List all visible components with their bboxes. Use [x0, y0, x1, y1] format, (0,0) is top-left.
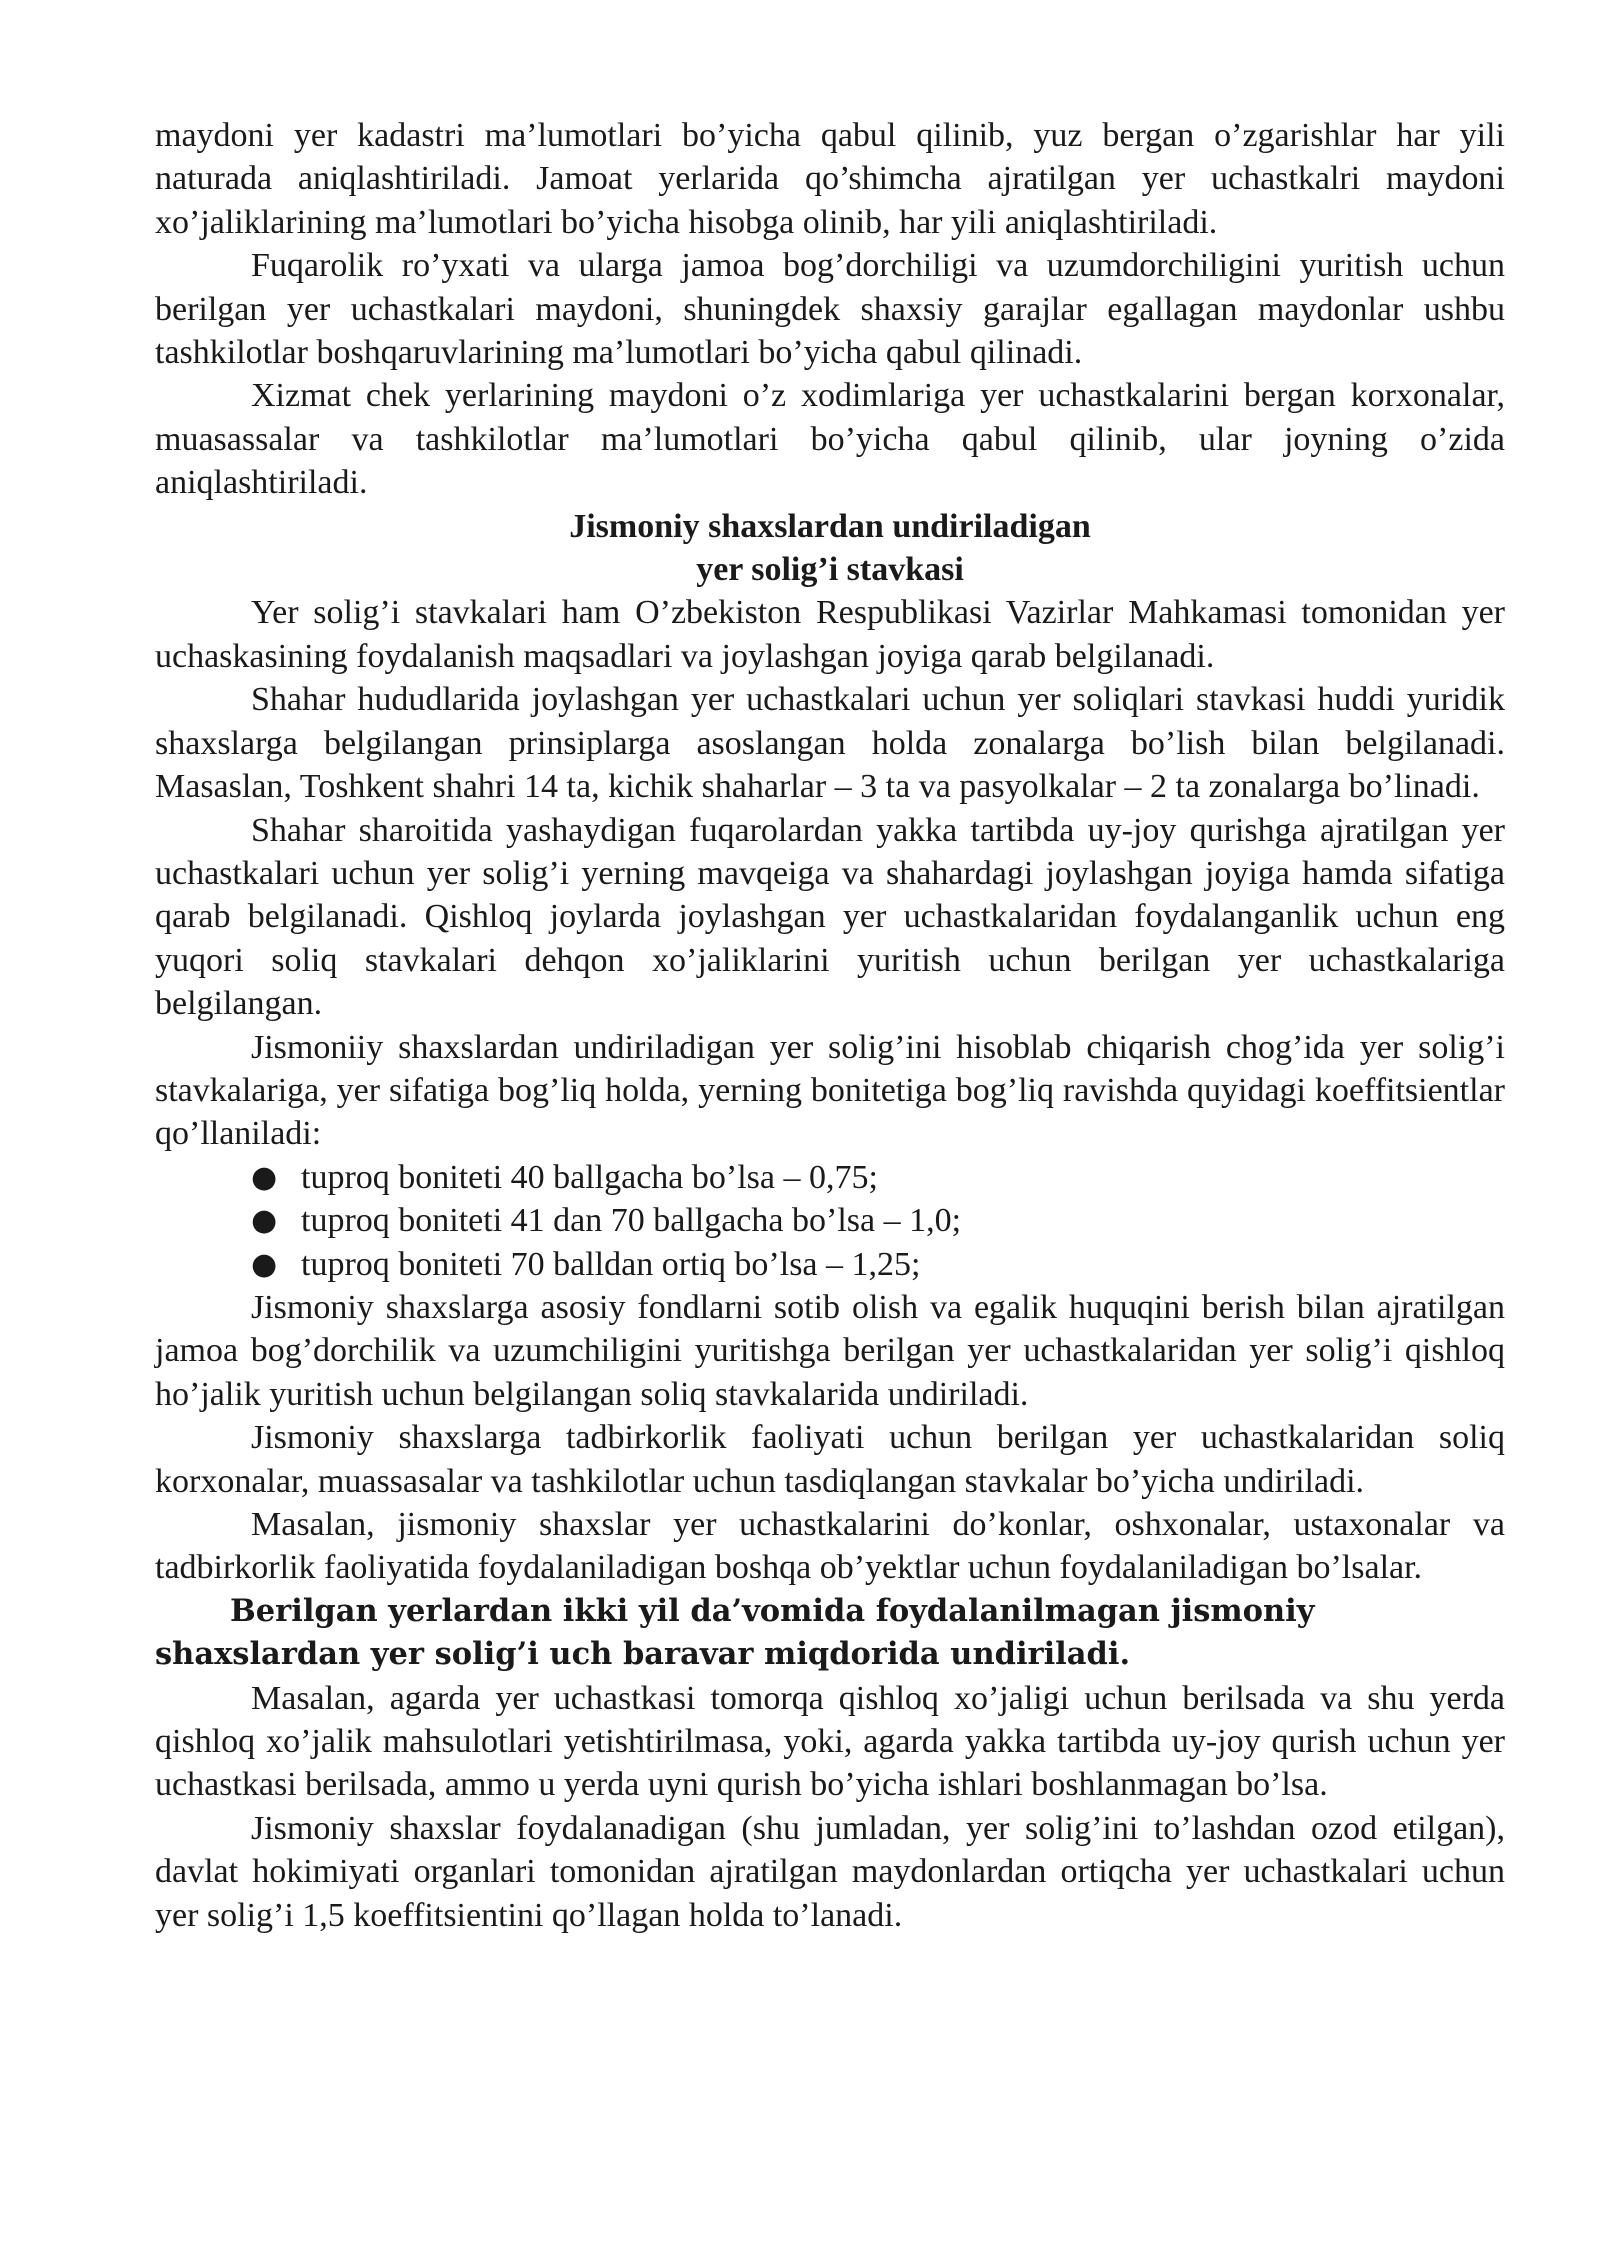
bullet-icon: ●: [251, 1246, 278, 1282]
paragraph: Jismoniy shaxslar foydalanadigan (shu jumladan, yer solig’ini to’lashdan ozod etilgan), davlat hokimiyati organlari tomonidan ajratilgan maydonlardan ortiqcha yer uchastkalari uchun yer solig’i 1,5 koeffitsientini qo’llagan holda to’lanadi.: [155, 1809, 1505, 1934]
list-item: [251, 1156, 1505, 1199]
bullet-icon: ●: [251, 1203, 278, 1239]
section-heading-line-2: yer solig’i stavkasi: [696, 551, 964, 589]
list-item-text: tuproq boniteti 70 balldan ortiq bo’lsa – 1,25;: [301, 1245, 921, 1283]
paragraph: Masalan, agarda yer uchastkasi tomorqa qishloq xo’jaligi uchun berilsada va shu yerda qishloq xo’jalik mahsulotlari yetishtirilmasa, yoki, agarda yakka tartibda uy-joy qurish uchun yer uchastkasi berilsada, ammo u yerda uyni qurish bo’yicha ishlari boshlanmagan bo’lsa.: [155, 1679, 1505, 1804]
section-heading-line-1: Jismoniy shaxslardan undiriladigan: [569, 507, 1091, 545]
paragraph: Fuqarolik ro’yxati va ularga jamoa bog’dorchiligi va uzumdorchiligini yuritish uchun berilgan yer uchastkalari maydoni, shuningdek shaxsiy garajlar egallagan maydonlar ushbu tashkilotlar boshqaruvlarining ma’lumotlari bo’yicha qabul qilinadi.: [155, 247, 1505, 372]
list-item-text: tuproq boniteti 40 ballgacha bo’lsa – 0,75;: [301, 1158, 878, 1196]
section-heading: [155, 505, 1505, 592]
paragraph: Yer solig’i stavkalari ham O’zbekiston Respublikasi Vazirlar Mahkamasi tomonidan yer uchaskasining foydalanish maqsadlari va joylashgan joyiga qarab belgilanadi.: [155, 594, 1505, 675]
paragraph: Xizmat chek yerlarining maydoni o’z xodimlariga yer uchastkalarini bergan korxonalar, muasassalar va tashkilotlar ma’lumotlari bo’yicha qabul qilinib, ular joyning o’zida aniqlashtiriladi.: [155, 377, 1505, 502]
paragraph: Jismoniy shaxslarga asosiy fondlarni sotib olish va egalik huquqini berish bilan ajratilgan jamoa bog’dorchilik va uzumchiligini yuritishga berilgan yer uchastkalaridan yer solig’i qishloq ho’jalik yuritish uchun belgilangan soliq stavkalarida undiriladi.: [155, 1288, 1505, 1413]
bold-note: [155, 1590, 1505, 1677]
bold-note-line-2: shaxslardan yer solig’i uch baravar miqdorida undiriladi.: [155, 1636, 1131, 1673]
bold-note-line-1: Berilgan yerlardan ikki yil da’vomida foydalanilmagan jismoniy: [230, 1592, 1315, 1629]
paragraph: Shahar sharoitida yashaydigan fuqarolardan yakka tartibda uy-joy qurishga ajratilgan yer uchastkalari uchun yer solig’i yerning mavqeiga va shahardagi joylashgan joyiga hamda sifatiga qarab belgilanadi. Qishloq joylarda joylashgan yer uchastkalaridan foydalanganlik uchun eng yuqori soliq stavkalari dehqon xo’jaliklarini yuritish uchun berilgan yer uchastkalariga belgilangan.: [155, 811, 1505, 1023]
paragraph: maydoni yer kadastri ma’lumotlari bo’yicha qabul qilinib, yuz bergan o’zgarishlar har yili naturada aniqlashtiriladi. Jamoat yerlarida qo’shimcha ajratilgan yer uchastkalri maydoni xo’jaliklarining ma’lumotlari bo’yicha hisobga olinib, har yili aniqlashtiriladi.: [155, 117, 1505, 241]
paragraph: Jismoniiy shaxslardan undiriladigan yer solig’ini hisoblab chiqarish chog’ida yer solig’i stavkalariga, yer sifatiga bog’liq holda, yerning bonitetiga bog’liq ravishda quyidagi koeffitsientlar qo’llaniladi:: [155, 1028, 1505, 1153]
list-item: [251, 1243, 1505, 1286]
paragraph: Masalan, jismoniy shaxslar yer uchastkalarini do’konlar, oshxonalar, ustaxonalar va tadbirkorlik faoliyatida foydalaniladigan boshqa ob’yektlar uchun foydalaniladigan bo’lsalar.: [155, 1506, 1505, 1587]
list-item-text: tuproq boniteti 41 dan 70 ballgacha bo’lsa – 1,0;: [301, 1202, 962, 1240]
document-page: [155, 114, 1505, 1937]
list-item: [251, 1199, 1505, 1242]
bullet-icon: ●: [251, 1159, 278, 1195]
coefficient-list: [155, 1156, 1505, 1286]
paragraph: Jismoniy shaxslarga tadbirkorlik faoliyati uchun berilgan yer uchastkalaridan soliq korxonalar, muassasalar va tashkilotlar uchun tasdiqlangan stavkalar bo’yicha undiriladi.: [155, 1419, 1505, 1500]
paragraph: Shahar hududlarida joylashgan yer uchastkalari uchun yer soliqlari stavkasi huddi yuridik shaxslarga belgilangan prinsiplarga asoslangan holda zonalarga bo’lish bilan belgilanadi. Masaslan, Toshkent shahri 14 ta, kichik shaharlar – 3 ta va pasyolkalar – 2 ta zonalarga bo’linadi.: [155, 681, 1505, 806]
